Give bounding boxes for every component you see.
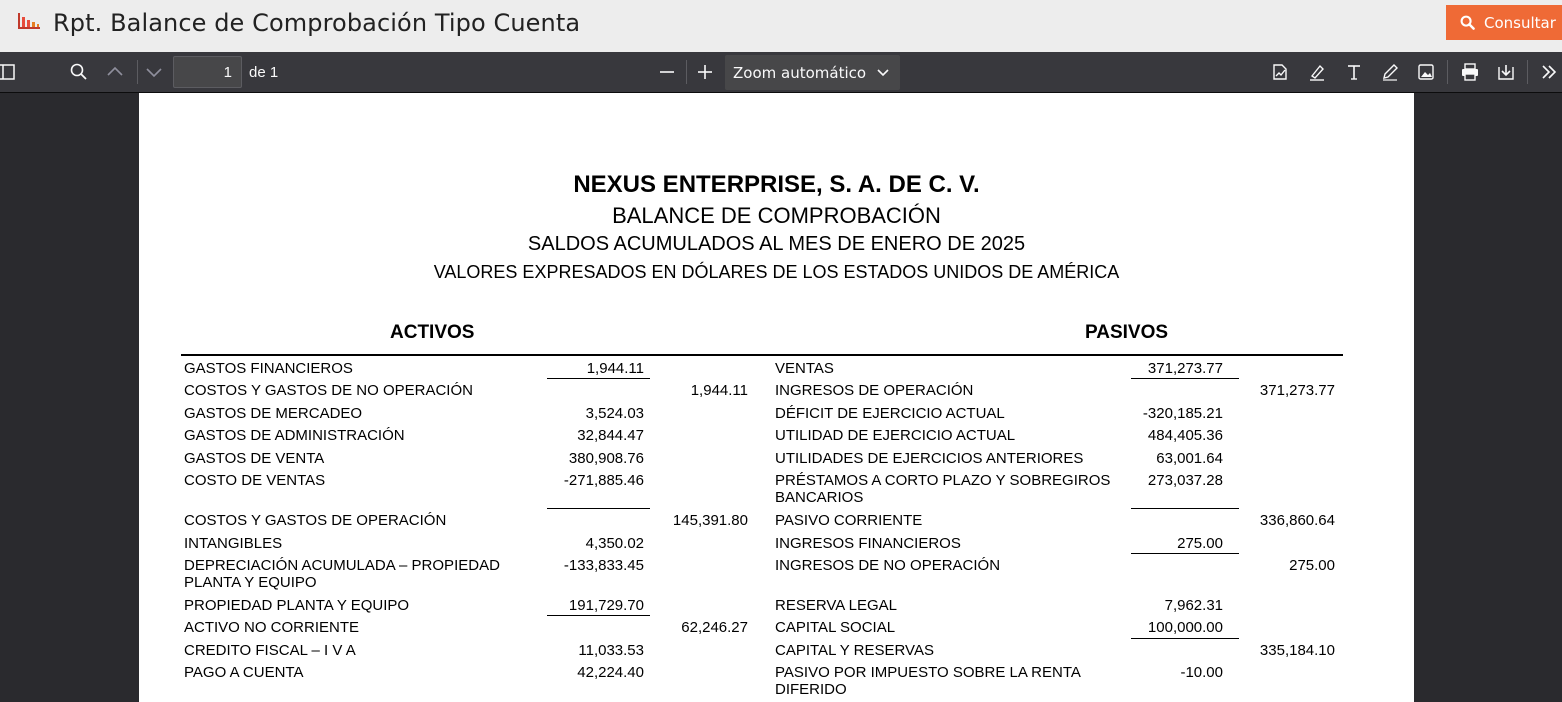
zoom-select[interactable] — [725, 55, 900, 90]
account-name: PASIVO POR IMPUESTO SOBRE LA RENTA — [775, 664, 1081, 681]
account-balance: -10.00 — [1180, 664, 1223, 681]
account-name-continued: BANCARIOS — [775, 489, 864, 506]
account-name: CREDITO FISCAL – I V A — [184, 642, 356, 659]
account-balance: 63,001.64 — [1156, 450, 1223, 467]
account-balance: 380,908.76 — [568, 450, 644, 467]
account-balance: 1,944.11 — [586, 360, 644, 377]
text-icon[interactable] — [1342, 60, 1366, 84]
account-name: DEPRECIACIÓN ACUMULADA – PROPIEDAD — [184, 557, 500, 574]
account-name: INTANGIBLES — [184, 535, 283, 552]
ledger-row — [772, 509, 1343, 532]
group-total: 371,273.77 — [1259, 382, 1335, 399]
account-balance: 275.00 — [1177, 535, 1223, 552]
account-name: PRÉSTAMOS A CORTO PLAZO Y SOBREGIROS — [775, 472, 1111, 489]
ledger-row — [772, 661, 1343, 701]
account-balance: 32,844.47 — [577, 427, 644, 444]
group-total: 335,184.10 — [1259, 642, 1335, 659]
account-name: GASTOS DE VENTA — [184, 450, 325, 467]
account-name: INGRESOS DE NO OPERACIÓN — [775, 557, 1001, 574]
draw-icon[interactable] — [1378, 60, 1402, 84]
toolbar-separator — [1447, 60, 1448, 84]
company-name: NEXUS ENTERPRISE, S. A. DE C. V. — [573, 171, 980, 198]
ledger-row — [181, 639, 756, 661]
ledger-row — [181, 616, 756, 639]
ledger-row — [181, 424, 756, 447]
next-page-icon[interactable] — [142, 60, 166, 84]
report-title: BALANCE DE COMPROBACIÓN — [612, 203, 941, 228]
print-icon[interactable] — [1458, 60, 1482, 84]
account-name: INGRESOS DE OPERACIÓN — [775, 382, 974, 399]
account-name: COSTOS Y GASTOS DE NO OPERACIÓN — [184, 382, 473, 399]
account-name: GASTOS DE ADMINISTRACIÓN — [184, 427, 405, 444]
ledger-row — [181, 509, 756, 532]
account-name: UTILIDAD DE EJERCICIO ACTUAL — [775, 427, 1016, 444]
account-name: COSTO DE VENTAS — [184, 472, 326, 489]
account-name: GASTOS FINANCIEROS — [184, 360, 353, 377]
account-name: VENTAS — [775, 360, 834, 377]
group-total: 1,944.11 — [690, 382, 748, 399]
page-title: Rpt. Balance de Comprobación Tipo Cuenta — [53, 9, 581, 37]
ledger-row — [181, 661, 756, 701]
account-balance: -320,185.21 — [1142, 405, 1223, 422]
ledger-row — [772, 594, 1343, 616]
account-name: GASTOS DE MERCADEO — [184, 405, 363, 422]
activos-title: ACTIVOS — [390, 322, 475, 343]
account-name: PAGO A CUENTA — [184, 664, 304, 681]
account-balance: -133,833.45 — [563, 557, 644, 574]
account-name: DÉFICIT DE EJERCICIO ACTUAL — [775, 405, 1005, 422]
pdf-toolbar — [0, 52, 1562, 93]
ledger-row — [772, 402, 1343, 424]
bar-chart-icon — [17, 11, 41, 31]
zoom-out-icon[interactable] — [655, 60, 679, 84]
header-rule — [181, 354, 1343, 356]
download-icon[interactable] — [1494, 60, 1518, 84]
previous-page-icon[interactable] — [103, 60, 127, 84]
consult-label: Consultar — [1484, 13, 1556, 32]
highlight-icon[interactable] — [1305, 60, 1329, 84]
account-name: COSTOS Y GASTOS DE OPERACIÓN — [184, 512, 447, 529]
account-name-continued: PLANTA Y EQUIPO — [184, 574, 317, 591]
account-name-continued: DIFERIDO — [775, 681, 847, 698]
page-number-input[interactable] — [173, 56, 242, 88]
ledger-row — [181, 357, 756, 379]
account-balance: -271,885.46 — [563, 472, 644, 489]
toolbar-separator — [686, 60, 687, 84]
ledger-row — [772, 379, 1343, 402]
ledger-row — [772, 639, 1343, 661]
pasivos-title: PASIVOS — [1085, 322, 1169, 343]
ledger-row — [772, 554, 1343, 594]
account-name: CAPITAL SOCIAL — [775, 619, 896, 636]
toolbar-separator — [1527, 60, 1528, 84]
chevron-down-icon — [876, 66, 890, 80]
group-total: 145,391.80 — [672, 512, 748, 529]
account-balance: 484,405.36 — [1147, 427, 1223, 444]
ledger-row — [181, 469, 756, 509]
ledger-row — [772, 357, 1343, 379]
pdf-page — [139, 93, 1414, 702]
image-icon[interactable] — [1414, 60, 1438, 84]
account-name: PASIVO CORRIENTE — [775, 512, 923, 529]
zoom-in-icon[interactable] — [693, 60, 717, 84]
page-count: de 1 — [249, 64, 279, 81]
account-name: RESERVA LEGAL — [775, 597, 898, 614]
account-balance: 3,524.03 — [585, 405, 644, 422]
account-balance: 4,350.02 — [585, 535, 644, 552]
double-chevron-right-icon[interactable] — [1537, 60, 1561, 84]
ledger-row — [181, 379, 756, 402]
account-balance: 7,962.31 — [1164, 597, 1223, 614]
search-icon — [1460, 15, 1475, 30]
ledger-row — [772, 532, 1343, 554]
account-name: UTILIDADES DE EJERCICIOS ANTERIORES — [775, 450, 1084, 467]
ledger-row — [181, 402, 756, 424]
group-total: 275.00 — [1289, 557, 1335, 574]
ledger-row — [772, 616, 1343, 639]
report-currency: VALORES EXPRESADOS EN DÓLARES DE LOS ESTADOS UNIDOS DE AMÉRICA — [433, 262, 1120, 282]
group-total: 336,860.64 — [1259, 512, 1335, 529]
account-balance: 100,000.00 — [1147, 619, 1223, 636]
title-bar — [0, 0, 1562, 52]
toolbar-separator — [137, 60, 138, 84]
account-balance: 191,729.70 — [568, 597, 644, 614]
ledger-row — [772, 447, 1343, 469]
group-total: 62,246.27 — [681, 619, 748, 636]
ledger-row — [181, 447, 756, 469]
zoom-value: Zoom automático — [733, 63, 867, 82]
pdf-viewer[interactable] — [0, 93, 1562, 702]
report-period: SALDOS ACUMULADOS AL MES DE ENERO DE 2025 — [527, 233, 1026, 255]
account-name: CAPITAL Y RESERVAS — [775, 642, 934, 659]
ledger-row — [772, 424, 1343, 447]
sidebar-toggle-icon[interactable] — [0, 60, 18, 84]
account-name: ACTIVO NO CORRIENTE — [184, 619, 360, 636]
account-name: PROPIEDAD PLANTA Y EQUIPO — [184, 597, 410, 614]
account-balance: 273,037.28 — [1147, 472, 1223, 489]
account-balance: 371,273.77 — [1147, 360, 1223, 377]
account-balance: 11,033.53 — [578, 642, 644, 659]
ledger-row — [181, 554, 756, 594]
consult-button[interactable] — [1446, 5, 1562, 40]
account-name: INGRESOS FINANCIEROS — [775, 535, 961, 552]
ledger-row — [181, 532, 756, 554]
ledger-row — [772, 469, 1343, 509]
sign-icon[interactable] — [1268, 60, 1292, 84]
account-balance: 42,224.40 — [577, 664, 644, 681]
find-icon[interactable] — [67, 60, 91, 84]
ledger-row — [181, 594, 756, 616]
